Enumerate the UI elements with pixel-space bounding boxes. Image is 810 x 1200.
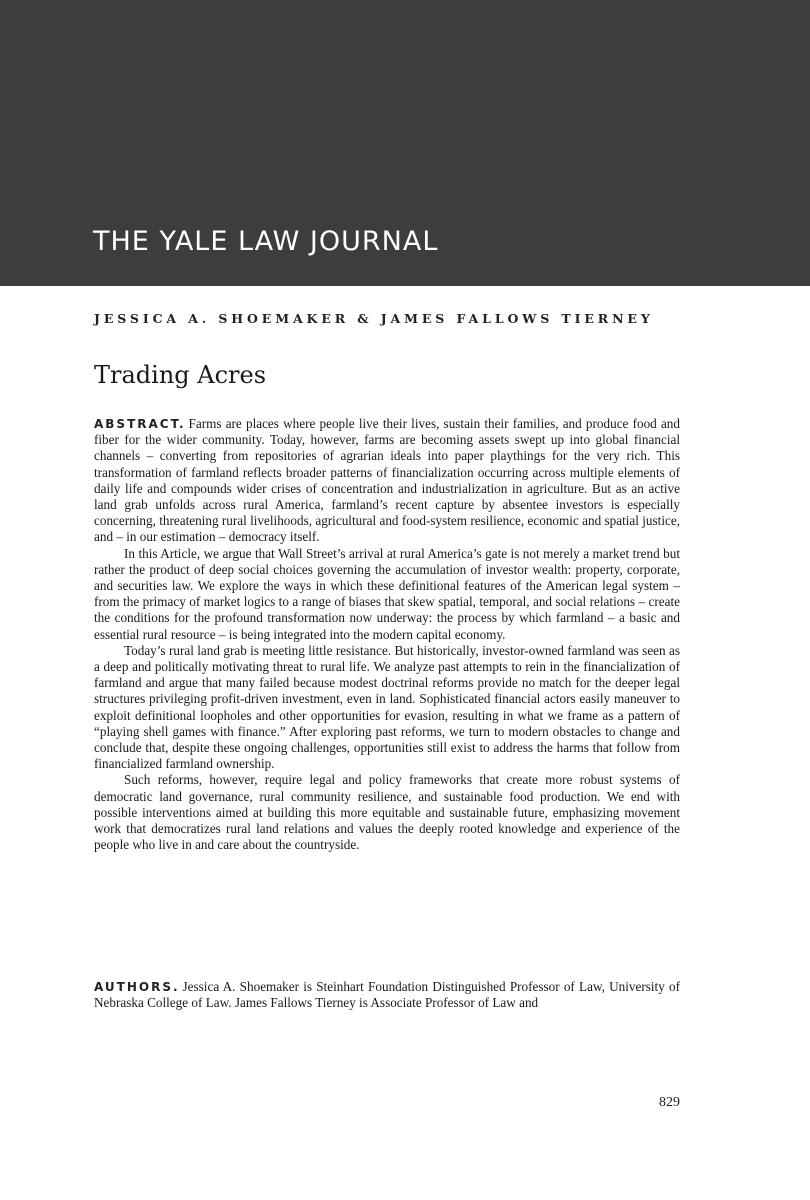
page-number: 829 <box>659 1095 680 1110</box>
authors-label: AUTHORS. <box>94 980 180 994</box>
abstract-paragraph-3: Today’s rural land grab is meeting little resistance. But historically, investor-owned farmland was seen as a deep and politically motivating threat to rural life. We analyze past attempts to rein in the financialization of farmland and argue that many failed because modest doctrinal reforms provide no match for the deeper legal structures privileging profit-driven investment, even in land. Sophisticated financial actors easily maneuver to exploit definitional loopholes and other opportunities for evasion, resulting in what we frame as a pattern of “playing shell games with finance.” After exploring past reforms, we turn to modern obstacles to change and conclude that, despite these ongoing challenges, opportunities still exist to address the harms that follow from financialized farmland ownership. <box>94 642 680 772</box>
journal-title: THE YALE LAW JOURNAL <box>93 226 439 257</box>
authors-section <box>94 979 680 1011</box>
article-title: Trading Acres <box>94 361 267 389</box>
masthead-banner <box>0 0 810 286</box>
abstract-paragraph-2: In this Article, we argue that Wall Street’s arrival at rural America’s gate is not merely a market trend but rather the product of deep social choices governing the accumulation of investor wealth: property, corporate, and securities law. We explore the ways in which these definitional features of the American legal system – from the primacy of market logics to a range of biases that skew spatial, temporal, and social relations – create the conditions for the profound transformation now underway: the process by which farmland – a basic and essential rural resource – is being integrated into the modern capital economy. <box>94 545 680 642</box>
abstract-paragraph-1-text: Farms are places where people live their lives, sustain their families, and produce food and fiber for the wider community. Today, however, farms are becoming assets swept up into global financial channels – converting from repositories of agrarian ideals into paper playthings for the very rich. This transformation of farmland reflects broader patterns of financialization occurring across multiple elements of daily life and compounds wider crises of concentration and industrialization in agriculture. But as an active land grab unfolds across rural America, farmland’s recent capture by absentee investors is especially concerning, threatening rural livelihoods, agricultural and food-system resilience, economic and spatial justice, and – in our estimation – democracy itself. <box>94 416 680 545</box>
article-authors: JESSICA A. SHOEMAKER & JAMES FALLOWS TIERNEY <box>94 311 654 326</box>
abstract-section <box>94 416 680 853</box>
abstract-paragraph-4: Such reforms, however, require legal and policy frameworks that create more robust systems of democratic land governance, rural community resilience, and sustainable food production. We end with possible interventions aimed at building this more equitable and sustainable future, emphasizing movement work that democratizes rural land relations and values the deeply rooted knowledge and experience of the people who live in and care about the countryside. <box>94 772 680 853</box>
authors-paragraph <box>94 979 680 1011</box>
abstract-label: ABSTRACT. <box>94 417 186 431</box>
authors-text: Jessica A. Shoemaker is Steinhart Foundation Distinguished Professor of Law, University of Nebraska College of Law. James Fallows Tierney is Associate Professor of Law and <box>94 979 680 1011</box>
abstract-paragraph-1 <box>94 416 680 546</box>
